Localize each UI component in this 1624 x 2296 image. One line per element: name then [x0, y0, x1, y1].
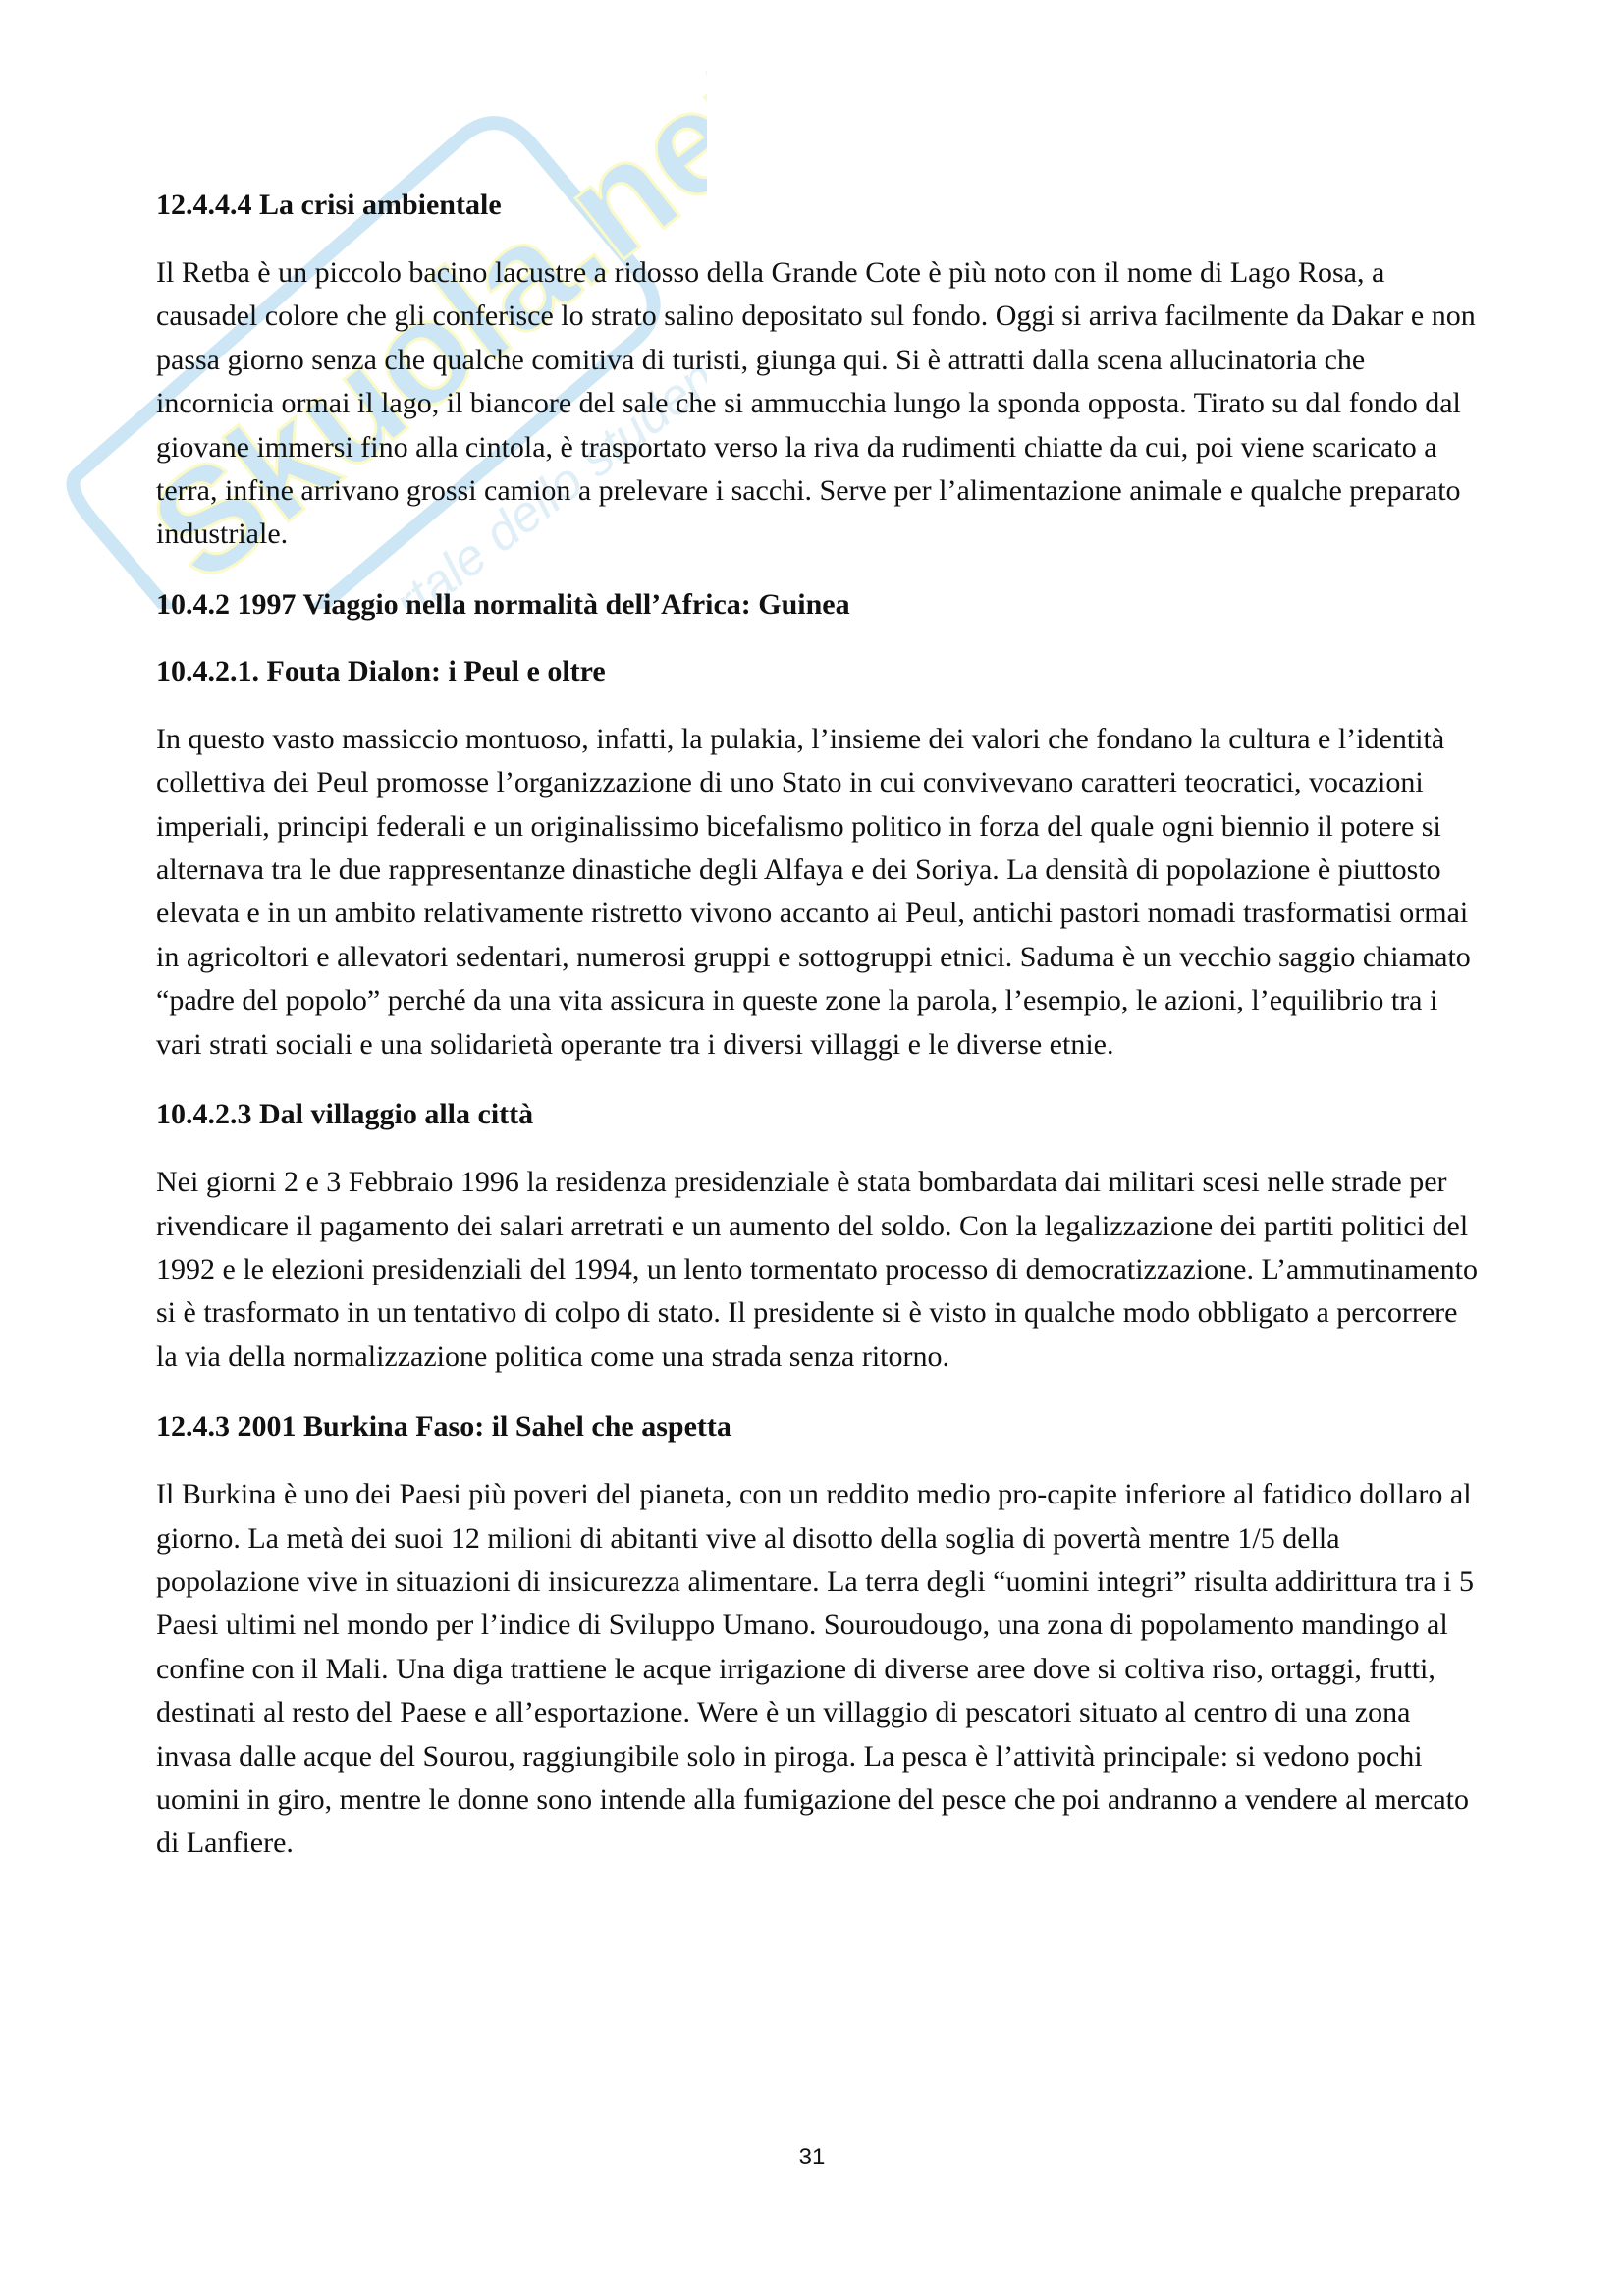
body-paragraph: Il Retba è un piccolo bacino lacustre a ridosso della Grande Cote è più noto con il nome di Lago Rosa, a causadel colore che gli conferisce lo strato salino depositato sul fondo. Oggi si arriva facilmente da Dakar e non passa giorno senza che qualche comitiva di turisti, giunga qui. Si è attratti dalla scena allucinatoria che incornicia ormai il lago, il biancore del sale che si ammucchia lungo la sponda opposta. Tirato su dal fondo dal giovane immersi fino alla cintola, è trasportato verso la riva da rudimenti chiatte da cui, poi viene scaricato a terra, infine arrivano grossi camion a prelevare i sacchi. Serve per l’alimentazione animale e qualche preparato industriale.	[156, 256, 1476, 551]
section-heading: 10.4.2 1997 Viaggio nella normalità dell’Africa: Guinea	[156, 587, 850, 621]
section-villaggio-citta	[156, 1094, 1482, 1379]
watermark-brand-text: Skuola.net	[120, 59, 707, 609]
section-burkina-faso	[156, 1406, 1482, 1866]
section-guinea	[156, 584, 1482, 626]
section-heading: 12.4.3 2001 Burkina Faso: il Sahel che aspetta	[156, 1410, 731, 1444]
page-number: 31	[798, 2144, 826, 2170]
section-crisi-ambientale	[156, 185, 1482, 557]
document-body	[156, 185, 1482, 1893]
body-paragraph: In questo vasto massiccio montuoso, infatti, la pulakia, l’insieme dei valori che fondano la cultura e l’identità collettiva dei Peul promosse l’organizzazione di uno Stato in cui convivevano caratteri teocratici, vocazioni imperiali, principi federali e un originalissimo bicefalismo politico in forza del quale ogni biennio il potere si alternava tra le due rappresentanze dinastiche degli Alfaya e dei Soriya. La densità di popolazione è piuttosto elevata e in un ambito relativamente ristretto vivono accanto ai Peul, antichi pastori nomadi trasformatisi ormai in agricoltori e allevatori sedentari, numerosi gruppi e sottogruppi etnici. Saduma è un vecchio saggio chiamato “padre del popolo” perché da una vita assicura in queste zone la parola, l’esempio, le azioni, l’equilibrio tra i vari strati sociali e una solidarietà operante tra i diversi villaggi e le diverse etnie.	[156, 722, 1471, 1061]
section-heading: 10.4.2.3 Dal villaggio alla città	[156, 1098, 534, 1131]
section-fouta-dialon	[156, 651, 1482, 1066]
section-heading: 10.4.2.1. Fouta Dialon: i Peul e oltre	[156, 654, 606, 687]
body-paragraph: Nei giorni 2 e 3 Febbraio 1996 la residenza presidenziale è stata bombardata dai militari scesi nelle strade per rivendicare il pagamento dei salari arretrati e un aumento del soldo. Con la legalizzazione dei partiti politici del 1992 e le elezioni presidenziali del 1994, un lento tormentato processo di democratizzazione. L’ammutinamento si è trasformato in un tentativo di colpo di stato. Il presidente si è visto in qualche modo obbligato a percorrere la via della normalizzazione politica come una strada senza ritorno.	[156, 1166, 1478, 1373]
body-paragraph: Il Burkina è uno dei Paesi più poveri del pianeta, con un reddito medio pro-capite inferiore al fatidico dollaro al giorno. La metà dei suoi 12 milioni di abitanti vive al disotto della soglia di povertà mentre 1/5 della popolazione vive in situazioni di insicurezza alimentare. La terra degli “uomini integri” risulta addirittura tra i 5 Paesi ultimi nel mondo per l’indice di Sviluppo Umano. Souroudougo, una zona di popolamento mandingo al confine con il Mali. Una diga trattiene le acque irrigazione di diverse aree dove si coltiva riso, ortaggi, frutti, destinati al resto del Paese e all’esportazione. Were è un villaggio di pescatori situato al centro di una zona invasa dalle acque del Sourou, raggiungibile solo in piroga. La pesca è l’attività principale: si vedono pochi uomini in giro, mentre le donne sono intende alla fumigazione del pesce che poi andranno a vendere al mercato di Lanfiere.	[156, 1478, 1475, 1860]
watermark-tagline-text: portale dello studente	[339, 322, 707, 609]
section-heading: 12.4.4.4 La crisi ambientale	[156, 189, 502, 221]
